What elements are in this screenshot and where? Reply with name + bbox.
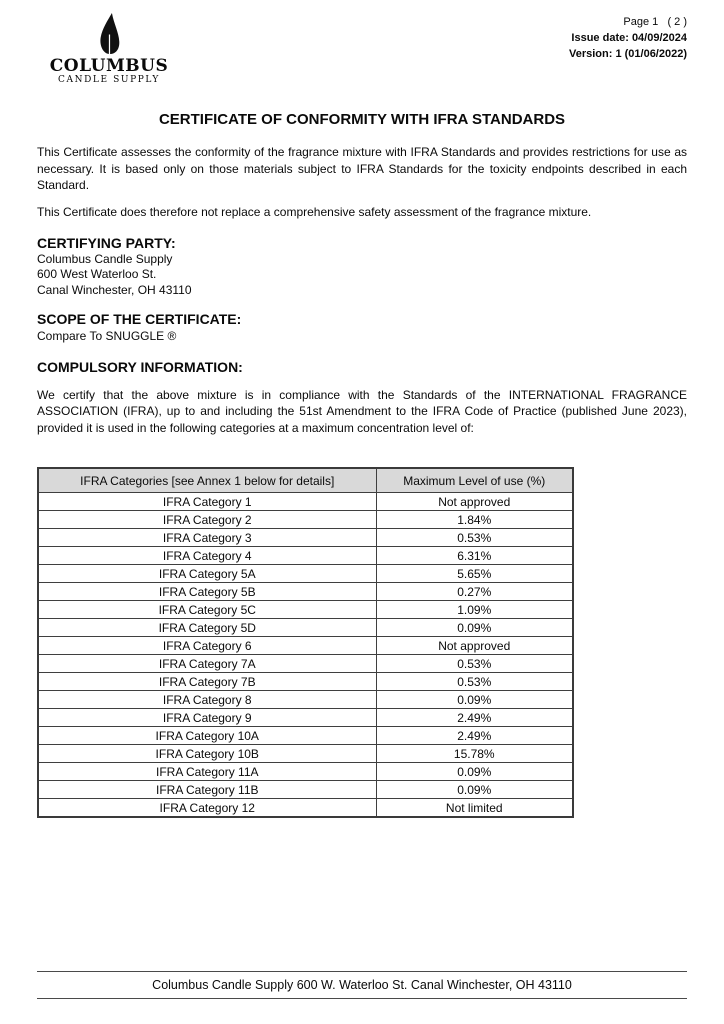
version: Version: 1 (01/06/2022) [568, 48, 687, 60]
max-level-cell: 0.09% [376, 691, 573, 709]
certifying-party-address [37, 252, 687, 298]
scope-heading: SCOPE OF THE CERTIFICATE: [37, 311, 242, 328]
max-level-cell: 0.09% [376, 763, 573, 781]
table-row [38, 619, 573, 637]
category-cell: IFRA Category 10B [38, 745, 376, 763]
max-level-cell: 0.09% [376, 781, 573, 799]
max-level-cell: Not approved [376, 637, 573, 655]
table-row [38, 637, 573, 655]
certifying-party-heading: CERTIFYING PARTY: [37, 235, 176, 251]
page-header [37, 10, 687, 86]
category-cell: IFRA Category 12 [38, 799, 376, 818]
table-row [38, 799, 573, 818]
category-cell: IFRA Category 11B [38, 781, 376, 799]
category-cell: IFRA Category 1 [38, 493, 376, 511]
page-number: Page 1 ( 2 ) [623, 16, 687, 28]
compulsory-body: We certify that the above mixture is in compliance with the Standards of the INTERNATIONAL FRAGRANCE ASSOCIATION (IFRA), up to and including the 51st Amendment to the IFRA Code of Practice (published June 2023), provided it is used in the following categories at a maximum concentration level of: [37, 387, 687, 435]
intro-paragraph-1: This Certificate assesses the conformity of the fragrance mixture with IFRA Standards and provides restrictions for use as necessary. It is based only on those materials subject to IFRA Standards for the toxicity endpoints described in each Standard. [37, 145, 687, 192]
max-level-cell: 0.53% [376, 655, 573, 673]
table-row [38, 745, 573, 763]
table-row [38, 781, 573, 799]
table-row [38, 547, 573, 565]
flame-icon [45, 12, 173, 56]
category-cell: IFRA Category 4 [38, 547, 376, 565]
category-cell: IFRA Category 3 [38, 529, 376, 547]
issue-date: Issue date: 04/09/2024 [571, 32, 687, 44]
max-level-cell: 15.78% [376, 745, 573, 763]
max-level-cell: 1.84% [376, 511, 573, 529]
compulsory-heading: COMPULSORY INFORMATION: [37, 358, 243, 375]
table-header-row [38, 468, 573, 493]
address-line: 600 West Waterloo St. [37, 267, 157, 282]
category-cell: IFRA Category 6 [38, 637, 376, 655]
logo-sub-text: CANDLE SUPPLY [58, 75, 160, 85]
table-row [38, 601, 573, 619]
intro-paragraph-2: This Certificate does therefore not replace a comprehensive safety assessment of the fragrance mixture. [37, 204, 592, 219]
categories-column-header: IFRA Categories [see Annex 1 below for details] [38, 468, 376, 493]
max-level-cell: 2.49% [376, 727, 573, 745]
category-cell: IFRA Category 2 [38, 511, 376, 529]
table-row [38, 493, 573, 511]
max-level-cell: Not approved [376, 493, 573, 511]
max-level-cell: 0.53% [376, 673, 573, 691]
category-cell: IFRA Category 5D [38, 619, 376, 637]
table-row [38, 529, 573, 547]
table-row [38, 709, 573, 727]
category-cell: IFRA Category 8 [38, 691, 376, 709]
category-cell: IFRA Category 9 [38, 709, 376, 727]
table-row [38, 655, 573, 673]
max-level-cell: Not limited [376, 799, 573, 818]
category-cell: IFRA Category 11A [38, 763, 376, 781]
company-logo [45, 10, 173, 86]
category-cell: IFRA Category 5C [38, 601, 376, 619]
max-level-cell: 2.49% [376, 709, 573, 727]
ifra-categories-table [37, 467, 574, 818]
table-row [38, 763, 573, 781]
category-cell: IFRA Category 5B [38, 583, 376, 601]
category-cell: IFRA Category 7B [38, 673, 376, 691]
address-line: Canal Winchester, OH 43110 [37, 282, 192, 297]
category-cell: IFRA Category 10A [38, 727, 376, 745]
document-title: CERTIFICATE OF CONFORMITY WITH IFRA STANDARDS [158, 111, 566, 128]
document-meta [569, 10, 687, 62]
max-level-cell: 0.53% [376, 529, 573, 547]
page-footer: Columbus Candle Supply 600 W. Waterloo St. Canal Winchester, OH 43110 [37, 971, 687, 999]
max-level-cell: 1.09% [376, 601, 573, 619]
max-level-cell: 6.31% [376, 547, 573, 565]
table-row [38, 673, 573, 691]
table-row [38, 565, 573, 583]
max-level-cell: 0.09% [376, 619, 573, 637]
category-cell: IFRA Category 5A [38, 565, 376, 583]
table-row [38, 727, 573, 745]
ifra-table-body [38, 493, 573, 818]
table-row [38, 691, 573, 709]
scope-value: Compare To SNUGGLE ® [37, 329, 177, 344]
logo-brand-text: COLUMBUS [49, 56, 169, 76]
address-line: Columbus Candle Supply [37, 252, 173, 266]
max-level-cell: 0.27% [376, 583, 573, 601]
max-level-cell: 5.65% [376, 565, 573, 583]
table-row [38, 583, 573, 601]
table-row [38, 511, 573, 529]
category-cell: IFRA Category 7A [38, 655, 376, 673]
max-level-column-header: Maximum Level of use (%) [376, 468, 573, 493]
